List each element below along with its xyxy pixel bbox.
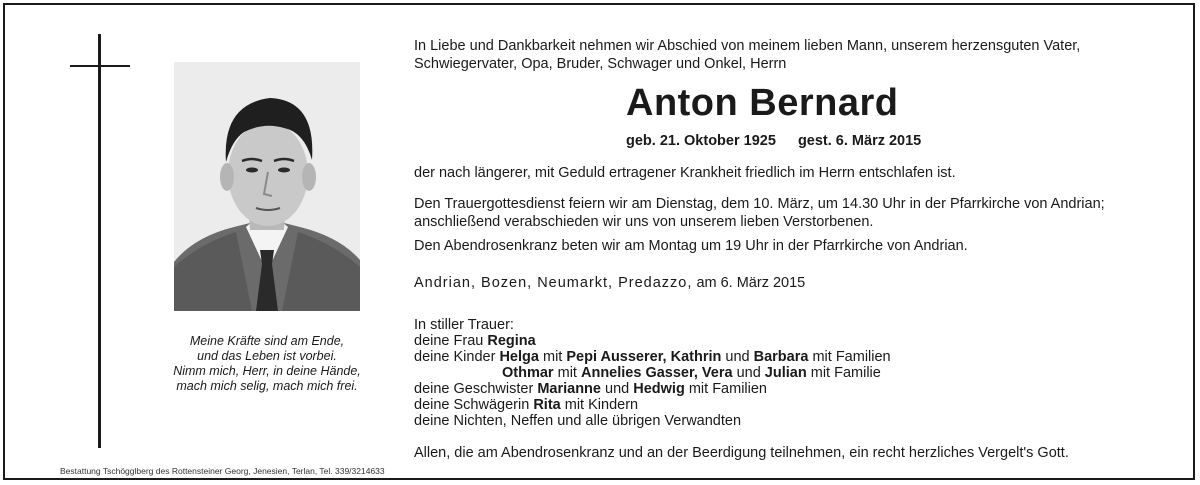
- suffix: mit Familien: [688, 381, 767, 397]
- sibling-name: Hedwig: [633, 381, 685, 397]
- intro-line-2: Schwiegervater, Opa, Bruder, Schwager und Onkel, Herrn: [414, 56, 787, 72]
- sibling-name: Marianne: [537, 381, 601, 397]
- portrait-photo: [174, 62, 360, 311]
- partner-name: Annelies Gasser, Vera: [580, 365, 733, 381]
- suffix: mit Kindern: [564, 397, 639, 413]
- life-dates: [626, 133, 921, 149]
- connector: und: [736, 365, 761, 381]
- connector: und: [725, 349, 750, 365]
- rosary-text: Den Abendrosenkranz beten wir am Montag um 19 Uhr in der Pfarrkirche von Andrian.: [414, 238, 968, 254]
- child-name: Othmar: [502, 365, 554, 381]
- sister-in-law-prefix: deine Schwägerin: [414, 397, 530, 413]
- mourners-heading: In stiller Trauer:: [414, 317, 514, 333]
- date: am 6. März 2015: [696, 275, 806, 291]
- siblings-prefix: deine Geschwister: [414, 381, 534, 397]
- undertaker-credit: Bestattung Tschögglberg des Rottensteiner Georg, Jenesien, Terlan, Tel. 339/3214633: [60, 466, 385, 476]
- suffix: mit Familie: [810, 365, 881, 381]
- suffix: mit Familien: [812, 349, 891, 365]
- child-name: Barbara: [753, 349, 809, 365]
- birth-date: geb. 21. Oktober 1925: [626, 133, 776, 149]
- cross-icon-vertical: [98, 34, 101, 448]
- death-date: gest. 6. März 2015: [797, 133, 922, 149]
- intro-line-1: In Liebe und Dankbarkeit nehmen wir Abschied von meinem lieben Mann, unserem herzensguten Vater,: [414, 38, 1081, 54]
- connector: mit: [557, 365, 577, 381]
- poem-line: mach mich selig, mach mich frei.: [176, 379, 358, 393]
- portrait-illustration: [174, 62, 360, 311]
- place-date: [414, 274, 805, 292]
- wife-prefix: deine Frau: [414, 333, 484, 349]
- poem-line: Nimm mich, Herr, in deine Hände,: [173, 364, 361, 378]
- thanks-text: Allen, die am Abendrosenkranz und an der Beerdigung teilnehmen, ein recht herzliches Vergelt's Gott.: [414, 445, 1069, 461]
- child-name: Julian: [764, 365, 807, 381]
- funeral-line-2: anschließend verabschieden wir uns von unserem lieben Verstorbenen.: [414, 214, 874, 230]
- wife-name: Regina: [487, 333, 536, 349]
- children-prefix: deine Kinder: [414, 349, 496, 365]
- passing-text: der nach längerer, mit Geduld ertragener Krankheit friedlich im Herrn entschlafen ist.: [414, 165, 956, 181]
- funeral-line-1: Den Trauergottesdienst feiern wir am Dienstag, dem 10. März, um 14.30 Uhr in der Pfarrkirche von Andrian;: [414, 196, 1105, 212]
- mourner-relatives: deine Nichten, Neffen und alle übrigen Verwandten: [414, 413, 742, 429]
- poem: [150, 334, 384, 394]
- places: Andrian, Bozen, Neumarkt, Predazzo,: [414, 275, 693, 291]
- partner-name: Pepi Ausserer, Kathrin: [566, 349, 722, 365]
- poem-line: und das Leben ist vorbei.: [197, 349, 337, 363]
- sister-in-law-name: Rita: [533, 397, 561, 413]
- connector: mit: [542, 349, 563, 365]
- cross-icon-horizontal: [70, 65, 130, 67]
- connector: und: [605, 381, 630, 397]
- deceased-name: Anton Bernard: [626, 82, 899, 124]
- child-name: Helga: [499, 349, 539, 365]
- poem-line: Meine Kräfte sind am Ende,: [189, 334, 345, 348]
